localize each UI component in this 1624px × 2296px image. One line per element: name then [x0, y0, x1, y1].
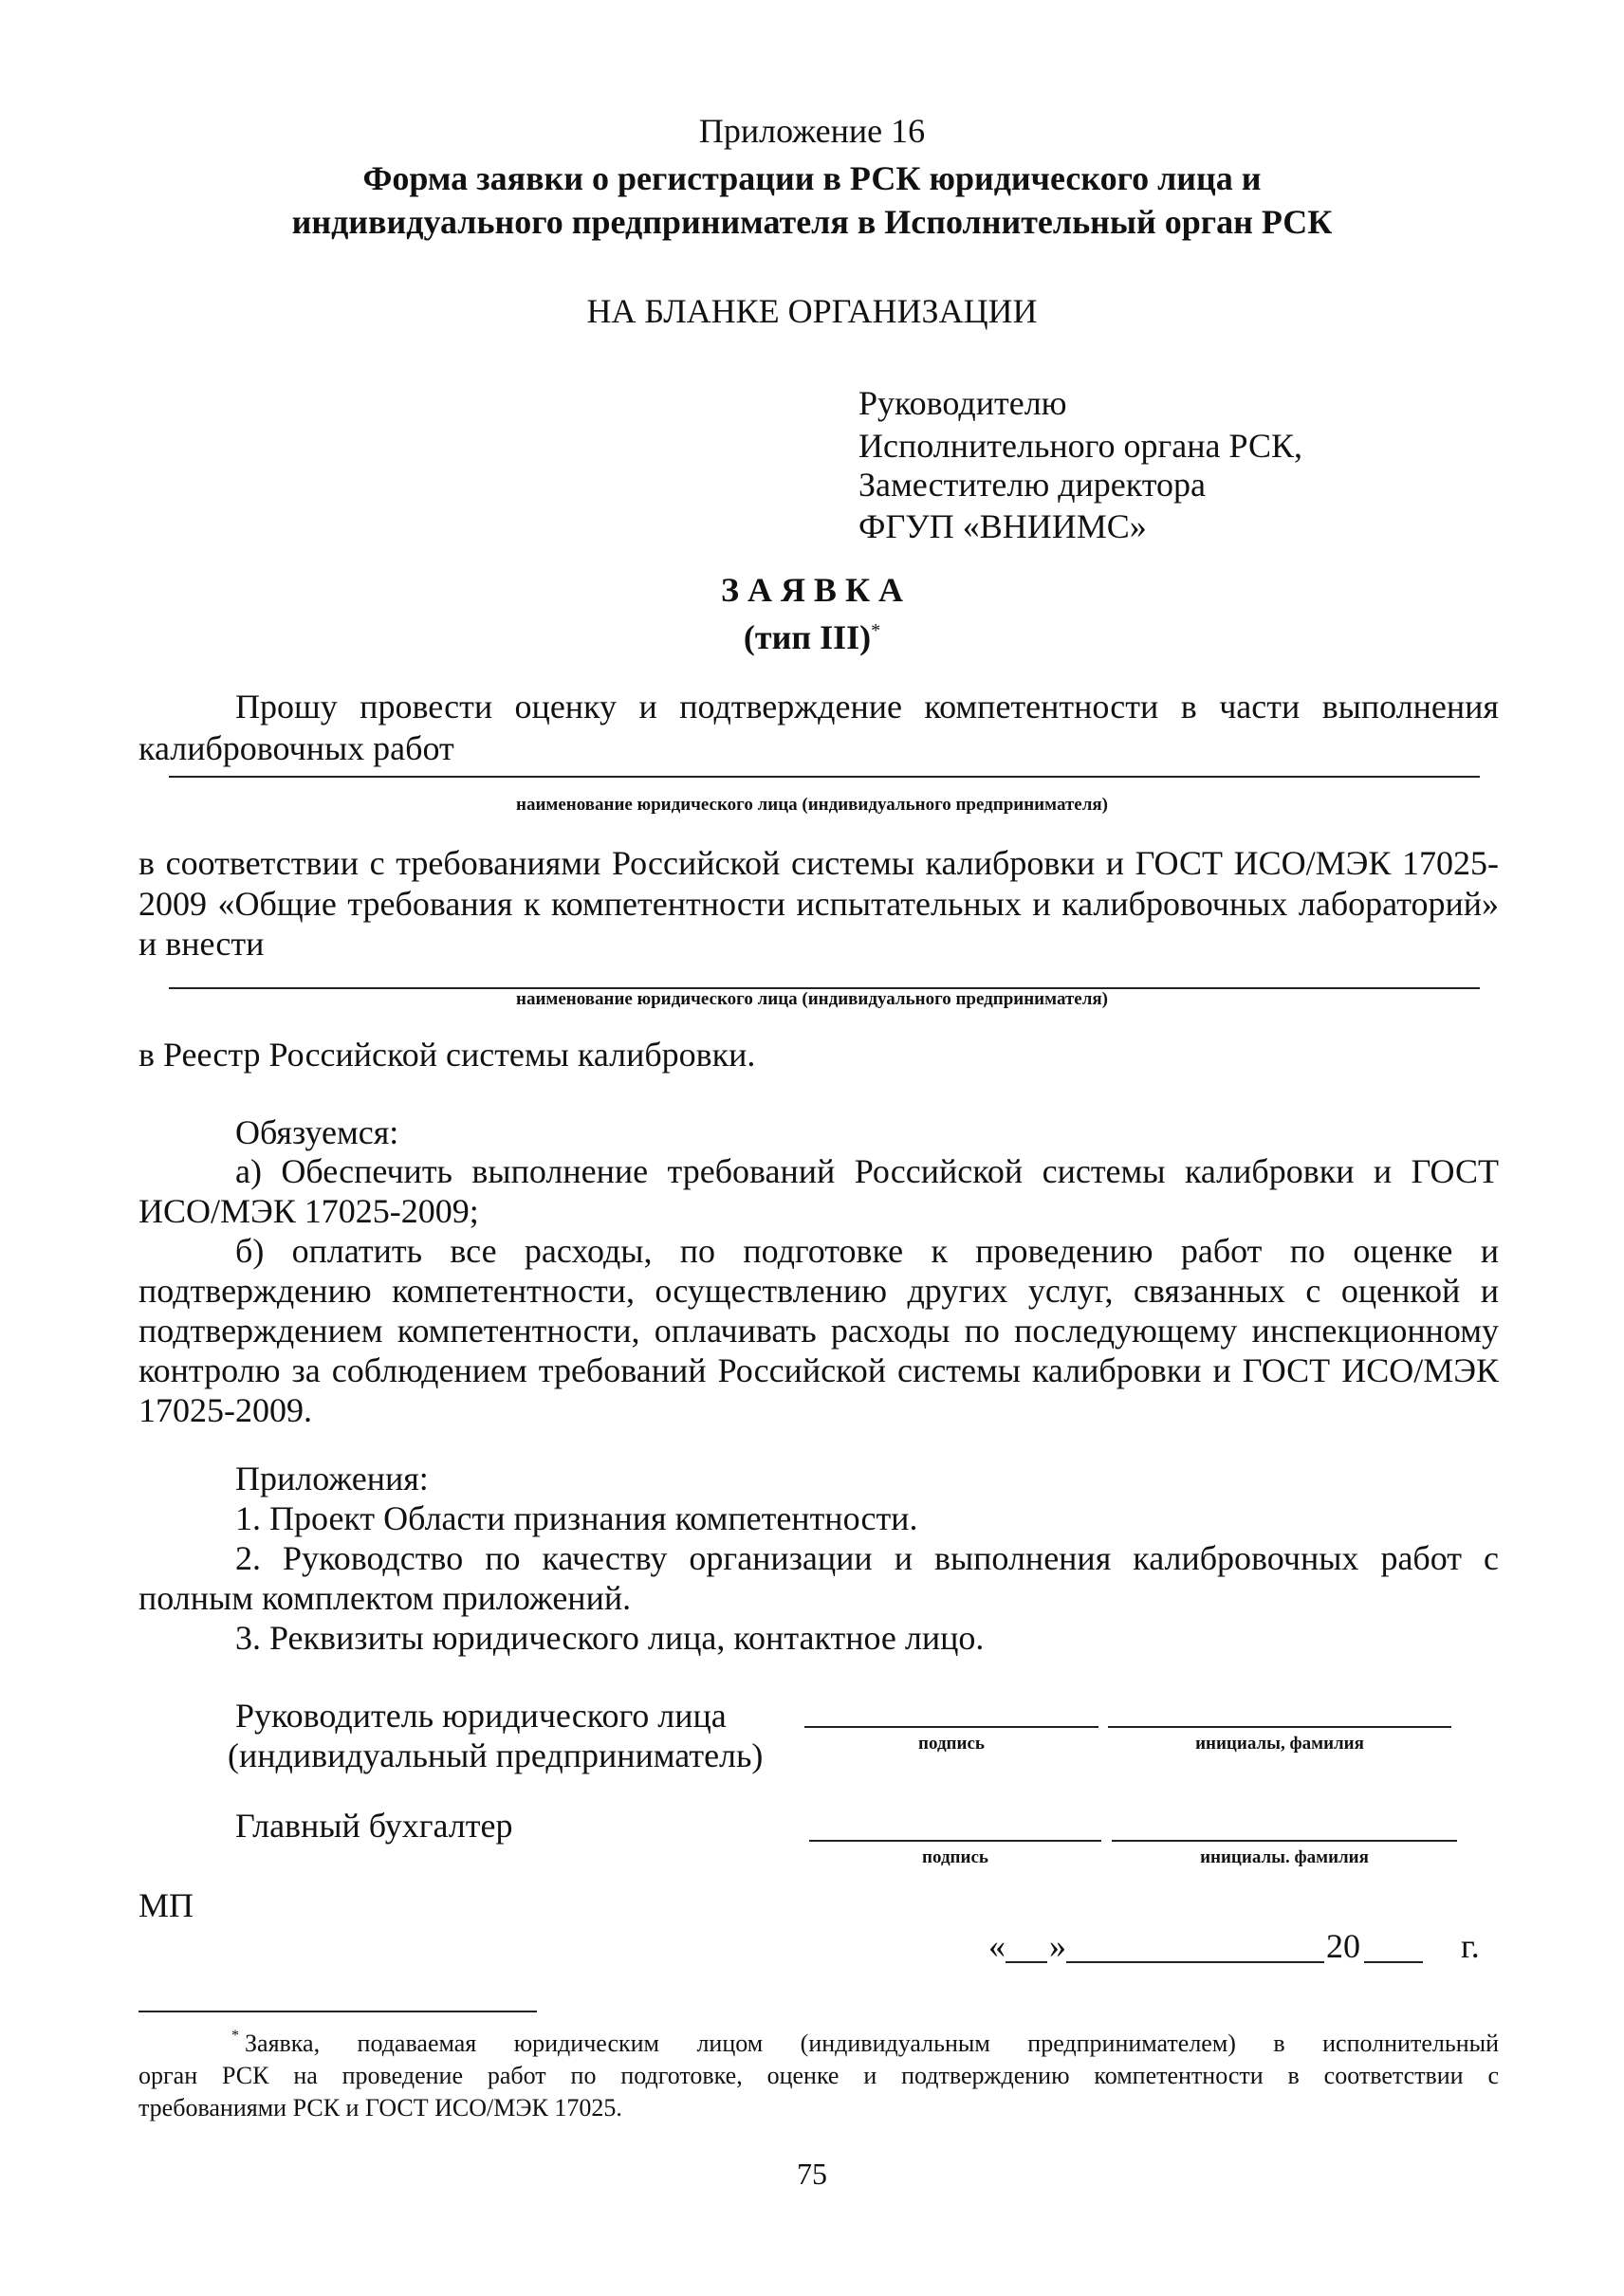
addressee-line-1: Руководителю: [858, 384, 1067, 422]
title-line-1: Форма заявки о регистрации в РСК юридического лица и: [362, 159, 1262, 197]
date-close-quote: »: [1049, 1927, 1066, 1965]
registry-org-caption: наименование юридического лица (индивидуального предпринимателя): [516, 989, 1108, 1009]
date-day-field-line: [1006, 1961, 1047, 1963]
head-signatory-line-2: (индивидуальный предприниматель): [228, 1736, 764, 1774]
addressee-line-4: ФГУП «ВНИИМС»: [858, 507, 1147, 545]
addressee-line-2: Исполнительного органа РСК,: [858, 427, 1302, 465]
application-type: [0, 610, 1624, 658]
attachment-item-1: 1. Проект Области признания компетентности.: [235, 1499, 918, 1537]
head-signature-caption: подпись: [918, 1734, 985, 1754]
compliance-line-3: и внести: [138, 925, 265, 963]
obligation-a-line-1: а) Обеспечить выполнение требований Российской системы калибровки и ГОСТ: [235, 1152, 1499, 1190]
stamp-place-label: МП: [138, 1886, 194, 1924]
registry-line: в Реестр Российской системы калибровки.: [138, 1036, 756, 1074]
date-year-suffix: г.: [1461, 1927, 1480, 1965]
chief-accountant-label: Главный бухгалтер: [235, 1807, 513, 1845]
addressee-line-3: Заместителю директора: [858, 466, 1207, 504]
footnote-ref: *: [871, 620, 881, 641]
letterhead-label: НА БЛАНКЕ ОРГАНИЗАЦИИ: [586, 292, 1038, 330]
head-name-field-line: [1108, 1726, 1451, 1728]
compliance-line-2: 2009 «Общие требования к компетентности испытательных и калибровочных лабораторий»: [138, 885, 1499, 923]
obligation-b-line-3: подтверждением компетентности, оплачивать расходы по последующему инспекционному: [138, 1312, 1499, 1350]
attachment-item-2-line-1: 2. Руководство по качеству организации и выполнения калибровочных работ с: [235, 1539, 1499, 1577]
head-name-caption: инициалы, фамилия: [1195, 1734, 1364, 1754]
application-type-label: (тип III): [743, 618, 872, 656]
accountant-name-caption: инициалы. фамилия: [1200, 1847, 1369, 1867]
page-number: 75: [797, 2157, 827, 2191]
obligation-b-line-2: подтверждению компетентности, осуществлению других услуг, связанных с оценкой и: [138, 1272, 1499, 1310]
head-signatory-line-1: Руководитель юридического лица: [235, 1697, 727, 1735]
footnote-line-1: [231, 2028, 1499, 2060]
footnote-line-2: орган РСК на проведение работ по подготовке, оценке и подтверждению компетентности в соответствии с: [138, 2062, 1499, 2089]
accountant-signature-caption: подпись: [922, 1847, 988, 1867]
date-century: 20: [1326, 1927, 1360, 1965]
date-month-field-line: [1066, 1961, 1324, 1963]
org-name-caption: наименование юридического лица (индивидуального предпринимателя): [516, 795, 1108, 815]
footnote-line-3: требованиями РСК и ГОСТ ИСО/МЭК 17025.: [138, 2094, 622, 2122]
attachment-item-3: 3. Реквизиты юридического лица, контактное лицо.: [235, 1619, 985, 1657]
obligation-b-line-5: 17025-2009.: [138, 1391, 312, 1429]
title-line-2: индивидуального предпринимателя в Исполнительный орган РСК: [291, 203, 1333, 241]
compliance-line-1: в соответствии с требованиями Российской системы калибровки и ГОСТ ИСО/МЭК 17025-: [138, 844, 1499, 882]
obligation-b-line-1: б) оплатить все расходы, по подготовке к проведению работ по оценке и: [235, 1232, 1499, 1270]
request-line-1: Прошу провести оценку и подтверждение компетентности в части выполнения: [235, 688, 1499, 726]
attachments-heading: Приложения:: [235, 1460, 429, 1497]
date-open-quote: «: [988, 1927, 1006, 1965]
request-line-2: калибровочных работ: [138, 729, 454, 767]
attachment-item-2-line-2: полным комплектом приложений.: [138, 1579, 632, 1617]
org-name-field-line: [169, 776, 1480, 778]
obligations-heading: Обязуемся:: [235, 1113, 399, 1151]
head-signature-field-line: [804, 1726, 1098, 1728]
footnote-line-1-text: Заявка, подаваемая юридическим лицом (индивидуальным предпринимателем) в исполнительный: [245, 2030, 1499, 2057]
footnote-separator: [138, 2011, 537, 2012]
obligation-b-line-4: контролю за соблюдением требований Российской системы калибровки и ГОСТ ИСО/МЭК: [138, 1351, 1499, 1389]
date-year-field-line: [1364, 1961, 1423, 1963]
appendix-label: Приложение 16: [698, 112, 926, 150]
obligation-a-line-2: ИСО/МЭК 17025-2009;: [138, 1192, 479, 1230]
application-title: З А Я В К А: [720, 571, 904, 609]
footnote-mark: *: [231, 2028, 239, 2044]
accountant-signature-field-line: [809, 1840, 1101, 1842]
accountant-name-field-line: [1112, 1840, 1457, 1842]
